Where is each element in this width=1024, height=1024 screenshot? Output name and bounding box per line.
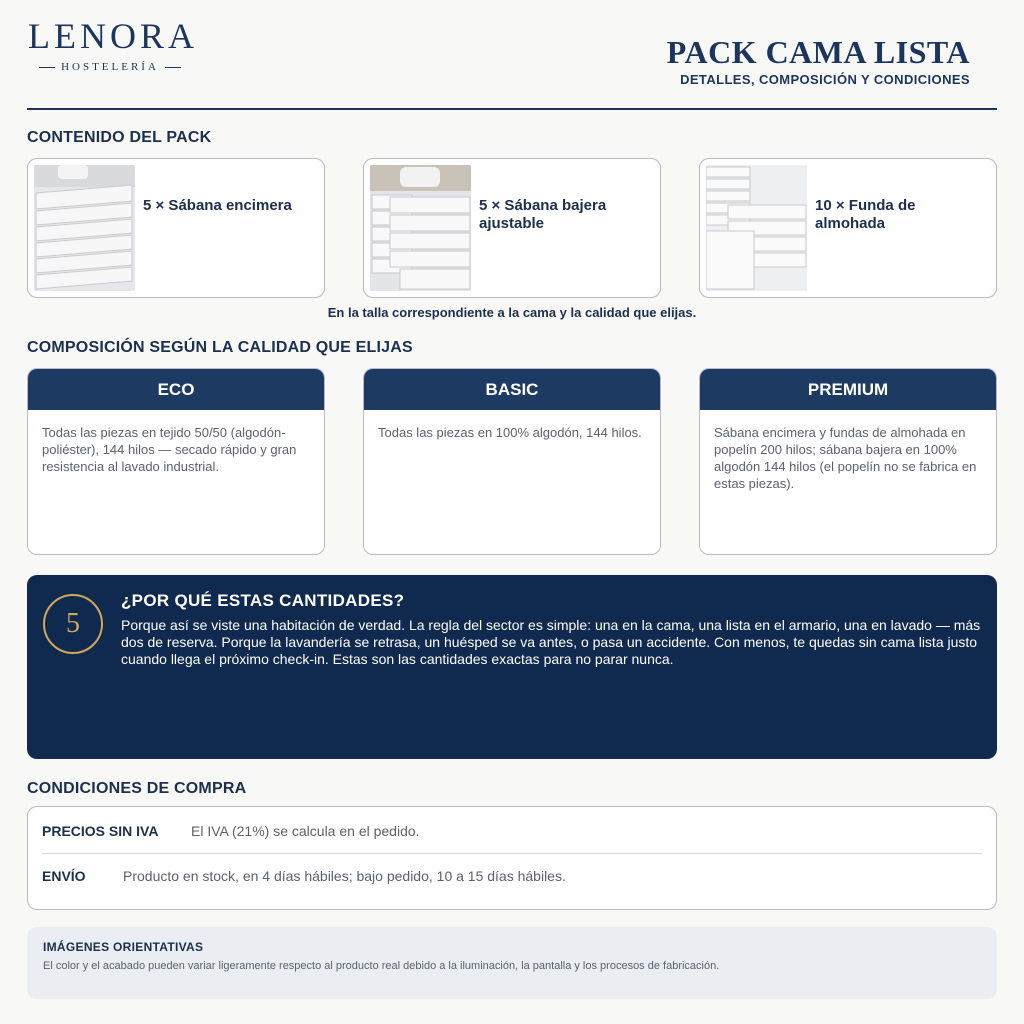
- row-divider: [42, 853, 982, 854]
- folded-pillowcases-photo: [706, 165, 807, 291]
- conditions-card: [27, 806, 997, 910]
- pack-item-label: 5 × Sábana bajera ajustable: [479, 197, 607, 232]
- number-badge: 5: [43, 594, 103, 654]
- section-title-conditions: CONDICIONES DE COMPRA: [27, 780, 247, 797]
- quality-description: Sábana encimera y fundas de almohada en popelín 200 hilos; sábana bajera en 100% algodón 144 hilos (el popelín no se fabrica en estas piezas).: [714, 425, 977, 491]
- pack-item-label: 10 × Funda de almohada: [815, 197, 916, 232]
- brand-logo: [28, 14, 198, 73]
- pack-caption: En la talla correspondiente a la cama y la calidad que elijas.: [327, 305, 697, 320]
- quality-name: PREMIUM: [700, 369, 996, 410]
- page-title: PACK CAMA LISTA: [666, 34, 970, 70]
- condition-value: Producto en stock, en 4 días hábiles; bajo pedido, 10 a 15 días hábiles.: [123, 868, 566, 884]
- condition-label: ENVÍO: [42, 868, 86, 884]
- disclaimer-title: IMÁGENES ORIENTATIVAS: [43, 940, 204, 954]
- page-header: [667, 34, 970, 87]
- folded-flat-sheets-photo: [34, 165, 135, 291]
- why-text: Porque así se viste una habitación de verdad. La regla del sector es simple: una en la cama, una lista en el armario, una en lavado — más dos de reserva. Porque la lavandería se retrasa, un huésped se va antes, o pasa un accidente. Con menos, te quedas sin cama lista justo cuando llega el próximo check-in. Estas son las cantidades exactas para no parar nunca.: [121, 617, 981, 667]
- folded-fitted-sheets-photo: [370, 165, 471, 291]
- condition-value: El IVA (21%) se calcula en el pedido.: [191, 823, 420, 839]
- tagline-dash-left: [39, 67, 55, 68]
- condition-row: [42, 868, 566, 884]
- quality-description: Todas las piezas en tejido 50/50 (algodón-poliéster), 144 hilos — secado rápido y gran resistencia al lavado industrial.: [42, 425, 297, 474]
- tagline-dash-right: [165, 67, 181, 68]
- page-subtitle: DETALLES, COMPOSICIÓN Y CONDICIONES: [680, 72, 970, 87]
- pack-item-card: [27, 158, 325, 298]
- pack-item-card: [363, 158, 661, 298]
- brand-sub: HOSTELERÍA: [61, 61, 159, 73]
- quality-name: BASIC: [364, 369, 660, 410]
- why-quantities-panel: [27, 575, 997, 759]
- quality-card-premium: [699, 368, 997, 555]
- quality-description: Todas las piezas en 100% algodón, 144 hilos.: [378, 425, 642, 440]
- disclaimer-box: [27, 927, 997, 999]
- quality-card-basic: [363, 368, 661, 555]
- header-divider: [27, 108, 997, 110]
- section-title-composition: COMPOSICIÓN SEGÚN LA CALIDAD QUE ELIJAS: [27, 339, 413, 356]
- quality-card-eco: [27, 368, 325, 555]
- why-title: ¿POR QUÉ ESTAS CANTIDADES?: [121, 591, 405, 610]
- condition-label: PRECIOS SIN IVA: [42, 823, 159, 839]
- pack-item-label: 5 × Sábana encimera: [143, 197, 292, 214]
- pack-item-card: [699, 158, 997, 298]
- condition-row: [42, 823, 420, 839]
- brand-name: LENORA: [28, 16, 198, 56]
- quality-name: ECO: [28, 369, 324, 410]
- brand-tagline: [28, 61, 192, 73]
- section-title-contents: CONTENIDO DEL PACK: [27, 129, 212, 146]
- disclaimer-text: El color y el acabado pueden variar ligeramente respecto al producto real debido a la iluminación, la pantalla y los procesos de fabricación.: [43, 960, 720, 972]
